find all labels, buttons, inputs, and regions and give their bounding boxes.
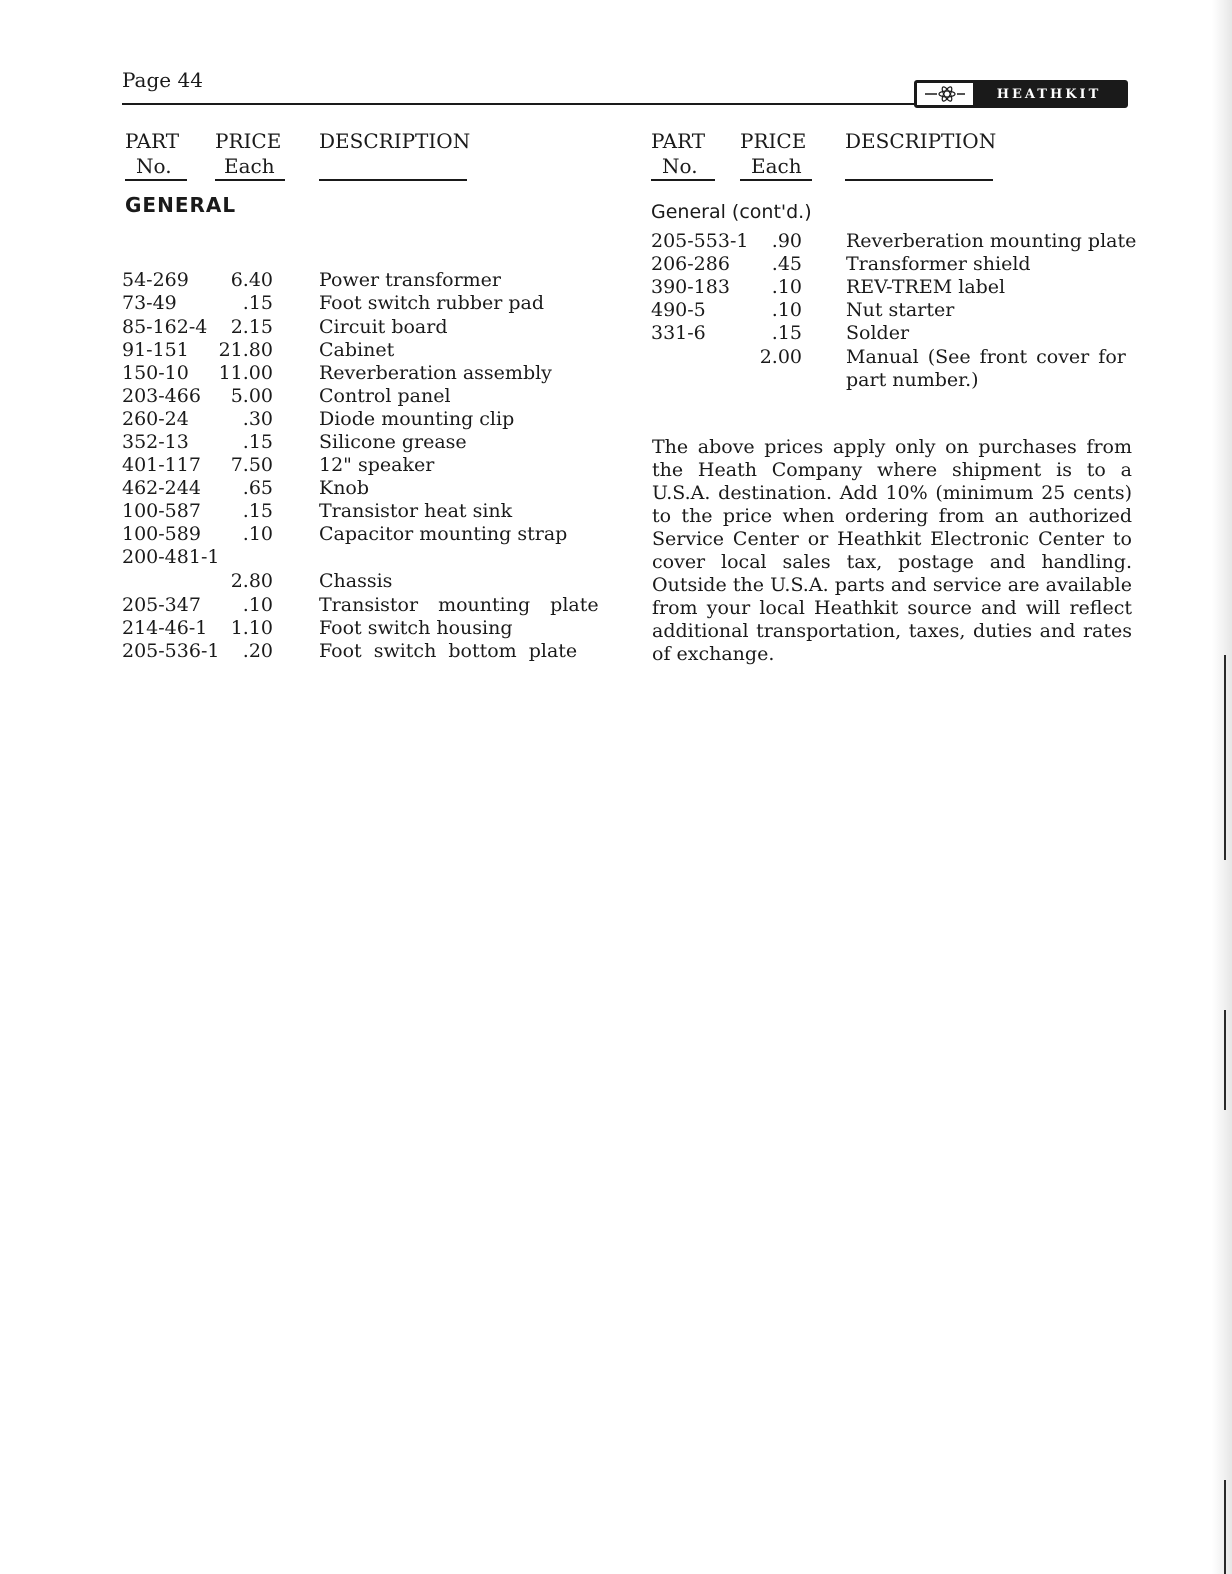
pricing-note: The above prices apply only on purchases from the Heath Company where shipment is to a U.S.A. destination. Add 10% (minimum 25 cents) to the price when ordering from an authorized Service Center or Heathkit Electronic Center to cover local sales tax, postage and handling. Outside the U.S.A. parts and service are available from your local Heathkit source and will reflect additional transportation, taxes, duties and rates of exchange.	[652, 436, 1132, 665]
left-price-header: PRICE	[215, 129, 282, 153]
description: Capacitor mounting strap	[319, 523, 568, 545]
right-price-underline	[740, 179, 812, 181]
price: .15	[771, 322, 802, 344]
right-price-header: PRICE	[740, 129, 807, 153]
description: Reverberation mounting plate	[846, 230, 1137, 252]
price: .10	[242, 594, 273, 616]
price: 2.00	[759, 346, 802, 368]
part-number: 205-536-1	[122, 640, 220, 662]
price: 2.15	[230, 316, 273, 338]
left-description-header: DESCRIPTION	[319, 129, 471, 153]
right-part-header: PART	[651, 129, 706, 153]
left-description-underline	[319, 179, 467, 181]
description: Foot switch rubber pad	[319, 292, 545, 314]
part-number: 100-589	[122, 523, 201, 545]
price: .15	[242, 431, 273, 453]
left-price-subheader: Each	[224, 154, 275, 178]
description: part number.)	[846, 369, 979, 391]
edge-mark	[1224, 1010, 1226, 1110]
part-number: 54-269	[122, 269, 189, 291]
part-number: 214-46-1	[122, 617, 208, 639]
part-number: 260-24	[122, 408, 189, 430]
description: Transformer shield	[846, 253, 1031, 275]
part-number: 200-481-1	[122, 546, 220, 568]
table-row	[0, 346, 1232, 369]
table-row	[0, 276, 1232, 299]
right-part-subheader: No.	[662, 154, 698, 178]
description: Foot switch bottom plate	[319, 640, 578, 662]
description: Knob	[319, 477, 370, 499]
description: Manual (See front cover for	[846, 346, 1126, 368]
price: 21.80	[218, 339, 273, 361]
brand-name: HEATHKIT	[973, 83, 1125, 105]
part-number: 390-183	[651, 276, 730, 298]
part-number: 73-49	[122, 292, 177, 314]
table-row	[0, 253, 1232, 276]
part-number: 100-587	[122, 500, 201, 522]
price: 6.40	[230, 269, 273, 291]
price: 11.00	[218, 362, 273, 384]
price: .90	[771, 230, 802, 252]
left-price-underline	[215, 179, 285, 181]
part-number: 206-286	[651, 253, 730, 275]
price: .10	[771, 276, 802, 298]
heathkit-logo	[914, 80, 1128, 108]
right-price-subheader: Each	[751, 154, 802, 178]
price: .30	[242, 408, 273, 430]
description: Diode mounting clip	[319, 408, 515, 430]
description: Transistor heat sink	[319, 500, 513, 522]
price: 7.50	[230, 454, 273, 476]
page-number: Page 44	[122, 68, 203, 92]
part-number: 490-5	[651, 299, 706, 321]
left-part-subheader: No.	[136, 154, 172, 178]
right-description-underline	[845, 179, 993, 181]
description: REV-TREM label	[846, 276, 1006, 298]
part-number: 205-553-1	[651, 230, 749, 252]
part-number: 150-10	[122, 362, 189, 384]
part-number: 401-117	[122, 454, 201, 476]
part-number: 91-151	[122, 339, 189, 361]
left-part-header: PART	[125, 129, 180, 153]
price: .15	[242, 500, 273, 522]
right-description-header: DESCRIPTION	[845, 129, 997, 153]
description: 12" speaker	[319, 454, 435, 476]
description: Power transformer	[319, 269, 502, 291]
table-row	[0, 369, 1232, 392]
page-edge	[1212, 0, 1232, 1574]
edge-mark	[1224, 655, 1226, 860]
price: 2.80	[230, 570, 273, 592]
table-row	[0, 230, 1232, 253]
price: 5.00	[230, 385, 273, 407]
table-row	[0, 299, 1232, 322]
part-number: 85-162-4	[122, 316, 208, 338]
price: .20	[242, 640, 273, 662]
part-number: 205-347	[122, 594, 201, 616]
description: Silicone grease	[319, 431, 467, 453]
right-part-underline	[651, 179, 715, 181]
description: Reverberation assembly	[319, 362, 552, 384]
description: Chassis	[319, 570, 393, 592]
price: .10	[242, 523, 273, 545]
description: Control panel	[319, 385, 451, 407]
right-section-title: General (cont'd.)	[651, 201, 812, 223]
part-number: 462-244	[122, 477, 201, 499]
part-number: 203-466	[122, 385, 201, 407]
price: .15	[242, 292, 273, 314]
price: .10	[771, 299, 802, 321]
part-number: 352-13	[122, 431, 189, 453]
price: .45	[771, 253, 802, 275]
description: Circuit board	[319, 316, 448, 338]
left-part-underline	[125, 179, 187, 181]
description: Cabinet	[319, 339, 395, 361]
table-row	[0, 408, 1232, 431]
description: Foot switch housing	[319, 617, 513, 639]
table-row	[0, 322, 1232, 345]
price: .65	[242, 477, 273, 499]
description: Transistor mounting plate	[319, 594, 599, 616]
description: Nut starter	[846, 299, 955, 321]
header-rule	[122, 103, 918, 105]
edge-mark	[1224, 1480, 1226, 1574]
part-number: 331-6	[651, 322, 706, 344]
left-section-title: GENERAL	[125, 193, 237, 217]
description: Solder	[846, 322, 910, 344]
atom-logo-icon	[917, 83, 973, 105]
price: 1.10	[230, 617, 273, 639]
